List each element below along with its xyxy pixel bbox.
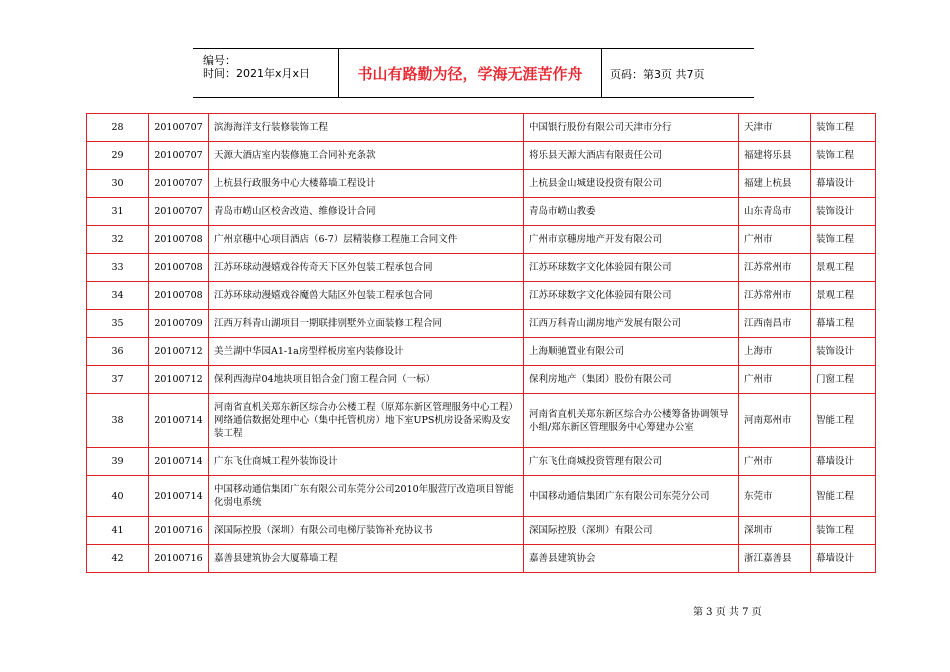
row-category: 装饰工程: [811, 226, 876, 254]
row-number: 32: [87, 226, 149, 254]
row-location: 上海市: [739, 338, 811, 366]
row-location: 福建将乐县: [739, 142, 811, 170]
table-row: [87, 366, 876, 394]
row-number: 34: [87, 282, 149, 310]
table-row: [87, 254, 876, 282]
row-location: 山东青岛市: [739, 198, 811, 226]
row-category: 幕墙设计: [811, 170, 876, 198]
row-number: 29: [87, 142, 149, 170]
row-category: 智能工程: [811, 476, 876, 517]
row-number: 37: [87, 366, 149, 394]
row-client: 中国移动通信集团广东有限公司东莞分公司: [524, 476, 739, 517]
row-date: 20100707: [149, 198, 209, 226]
row-project-name: 上杭县行政服务中心大楼幕墙工程设计: [209, 170, 524, 198]
row-category: 门窗工程: [811, 366, 876, 394]
row-project-name: 天源大酒店室内装修施工合同补充条款: [209, 142, 524, 170]
row-location: 广州市: [739, 226, 811, 254]
table-row: [87, 170, 876, 198]
row-client: 江西万科青山湖房地产发展有限公司: [524, 310, 739, 338]
row-location: 天津市: [739, 114, 811, 142]
row-number: 42: [87, 545, 149, 573]
row-project-name: 河南省直机关郑东新区综合办公楼工程（原郑东新区管理服务中心工程）网络通信数据处理中心（集中托管机房）地下室UPS机房设备采购及安装工程: [209, 394, 524, 448]
row-location: 广州市: [739, 366, 811, 394]
table-row: [87, 198, 876, 226]
row-category: 装饰工程: [811, 517, 876, 545]
row-date: 20100714: [149, 476, 209, 517]
row-client: 上杭县金山城建设投资有限公司: [524, 170, 739, 198]
row-client: 将乐县天源大酒店有限责任公司: [524, 142, 739, 170]
row-date: 20100714: [149, 448, 209, 476]
row-project-name: 美兰湖中华园A1-1a房型样板房室内装修设计: [209, 338, 524, 366]
row-category: 幕墙设计: [811, 448, 876, 476]
row-number: 38: [87, 394, 149, 448]
row-category: 装饰设计: [811, 338, 876, 366]
row-number: 40: [87, 476, 149, 517]
row-project-name: 江苏环球动漫嬉戏谷魔兽大陆区外包装工程承包合同: [209, 282, 524, 310]
row-location: 江苏常州市: [739, 282, 811, 310]
row-category: 装饰设计: [811, 198, 876, 226]
row-date: 20100707: [149, 114, 209, 142]
document-number-label: 编号：: [203, 54, 236, 67]
row-client: 嘉善县建筑协会: [524, 545, 739, 573]
header-page-number: 页码：第3页 共7页: [610, 68, 705, 81]
row-location: 深圳市: [739, 517, 811, 545]
table-row: [87, 448, 876, 476]
row-number: 41: [87, 517, 149, 545]
row-category: 装饰工程: [811, 114, 876, 142]
row-date: 20100716: [149, 545, 209, 573]
row-client: 中国银行股份有限公司天津市分行: [524, 114, 739, 142]
row-date: 20100708: [149, 226, 209, 254]
table-row: [87, 282, 876, 310]
row-date: 20100708: [149, 254, 209, 282]
row-number: 35: [87, 310, 149, 338]
row-date: 20100707: [149, 170, 209, 198]
row-date: 20100714: [149, 394, 209, 448]
row-location: 江苏常州市: [739, 254, 811, 282]
row-date: 20100712: [149, 366, 209, 394]
row-project-name: 中国移动通信集团广东有限公司东莞分公司2010年服营厅改造项目智能化弱电系统: [209, 476, 524, 517]
page-footer: 第 3 页 共 7 页: [693, 607, 762, 618]
table-row: [87, 545, 876, 573]
table-body: [87, 114, 876, 573]
row-project-name: 保利西海岸04地块项目铝合金门窗工程合同（一标）: [209, 366, 524, 394]
row-number: 31: [87, 198, 149, 226]
row-client: 广东飞仕商城投资管理有限公司: [524, 448, 739, 476]
row-category: 智能工程: [811, 394, 876, 448]
row-category: 装饰工程: [811, 142, 876, 170]
row-location: 河南郑州市: [739, 394, 811, 448]
row-category: 幕墙设计: [811, 545, 876, 573]
row-project-name: 青岛市崂山区校舍改造、维修设计合同: [209, 198, 524, 226]
row-project-name: 深国际控股（深圳）有限公司电梯厅装饰补充协议书: [209, 517, 524, 545]
row-client: 河南省直机关郑东新区综合办公楼筹备协调领导小组/郑东新区管理服务中心筹建办公室: [524, 394, 739, 448]
row-client: 江苏环球数字文化体验园有限公司: [524, 282, 739, 310]
row-project-name: 江苏环球动漫嬉戏谷传奇天下区外包装工程承包合同: [209, 254, 524, 282]
row-client: 青岛市崂山教委: [524, 198, 739, 226]
table-row: [87, 517, 876, 545]
row-client: 江苏环球数字文化体验园有限公司: [524, 254, 739, 282]
row-number: 33: [87, 254, 149, 282]
row-project-name: 江西万科青山湖项目一期联排别墅外立面装修工程合同: [209, 310, 524, 338]
row-date: 20100708: [149, 282, 209, 310]
row-client: 深国际控股（深圳）有限公司: [524, 517, 739, 545]
table-row: [87, 142, 876, 170]
row-category: 景观工程: [811, 254, 876, 282]
row-number: 28: [87, 114, 149, 142]
table-row: [87, 226, 876, 254]
row-client: 保利房地产（集团）股份有限公司: [524, 366, 739, 394]
row-date: 20100709: [149, 310, 209, 338]
row-project-name: 广东飞仕商城工程外装饰设计: [209, 448, 524, 476]
table-row: [87, 476, 876, 517]
table-row: [87, 114, 876, 142]
row-category: 幕墙工程: [811, 310, 876, 338]
row-location: 福建上杭县: [739, 170, 811, 198]
row-client: 广州市京穗房地产开发有限公司: [524, 226, 739, 254]
row-location: 江西南昌市: [739, 310, 811, 338]
row-location: 浙江嘉善县: [739, 545, 811, 573]
document-time-label: 时间：2021年x月x日: [203, 67, 311, 80]
table-row: [87, 394, 876, 448]
row-date: 20100712: [149, 338, 209, 366]
row-location: 东莞市: [739, 476, 811, 517]
header-motto: 书山有路勤为径，学海无涯苦作舟: [339, 49, 602, 97]
table-row: [87, 310, 876, 338]
row-project-name: 滨海海洋支行装修装饰工程: [209, 114, 524, 142]
row-date: 20100716: [149, 517, 209, 545]
row-client: 上海顺驰置业有限公司: [524, 338, 739, 366]
row-number: 36: [87, 338, 149, 366]
row-date: 20100707: [149, 142, 209, 170]
row-number: 39: [87, 448, 149, 476]
page-header: [193, 48, 754, 98]
header-meta: [193, 49, 339, 97]
table-row: [87, 338, 876, 366]
project-register-table: [86, 113, 876, 573]
row-number: 30: [87, 170, 149, 198]
row-project-name: 嘉善县建筑协会大厦幕墙工程: [209, 545, 524, 573]
row-location: 广州市: [739, 448, 811, 476]
row-category: 景观工程: [811, 282, 876, 310]
row-project-name: 广州京穗中心项目酒店（6-7）层精装修工程施工合同文件: [209, 226, 524, 254]
